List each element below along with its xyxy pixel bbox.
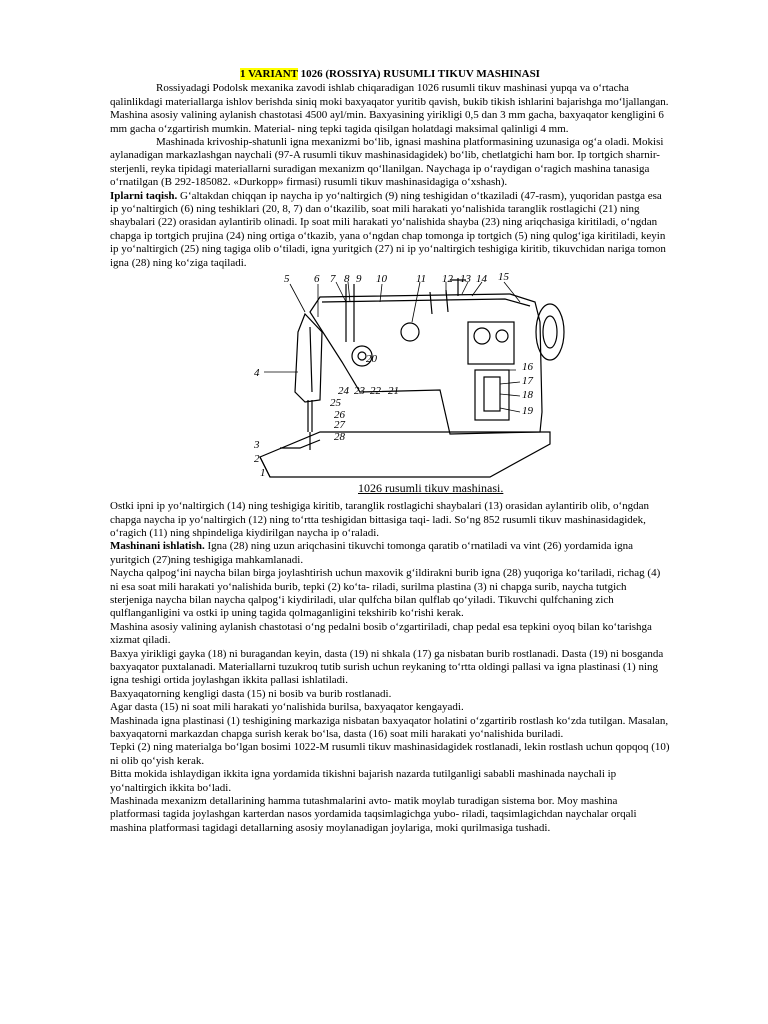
svg-text:19: 19 (522, 405, 533, 418)
svg-text:11: 11 (416, 273, 427, 286)
paragraph-width-increase: Agar dasta (15) ni soat mili harakati yo‘nalishida burilsa, baxyaqator kengayadi. (110, 701, 464, 714)
svg-text:15: 15 (498, 272, 509, 284)
svg-text:5: 5 (284, 273, 290, 286)
svg-text:12: 12 (442, 273, 453, 286)
svg-text:8: 8 (344, 273, 350, 286)
svg-text:17: 17 (522, 375, 533, 388)
paragraph-pedals: Mashina asosiy valining aylanish chastotasi o‘ng pedalni bosib o‘zgartiriladi, chap pedal esa tepkini oyoq bilan ko‘tarishga xizmat qiladi. (110, 620, 652, 647)
paragraph-threading (110, 190, 670, 270)
svg-text:13: 13 (460, 273, 471, 286)
svg-text:26: 26 (334, 409, 345, 422)
svg-text:24: 24 (338, 385, 349, 398)
paragraph-bobbin-case: Naycha qalpog‘ini naycha bilan birga joylashtirish uchun maxovik g‘ildirakni burib igna (28) yuqoriga ko‘tariladi, richag (4) ni esa soat mili harakati yo‘nalishida burib, tepki (2) ko‘ta- riladi, surilma plastina (3) ni chapga surib, naycha tutgich sterjeniga naycha bilan naycha qalpog‘i kiydiriladi, ular qulfcha bilan qulflab qo‘yiladi. Tikuvchi qulfchaning zich qulflanganligini va ostki ip uning tagida qolmaganligini tekshirib ko‘rishi kerak. (110, 567, 661, 620)
paragraph-twin-needle: Bitta mokida ishlaydigan ikkita igna yordamida tikishni bajarish nazarda tutilganligi sababli mashinada naychali ip yo‘naltirgich ikkita bo‘ladi. (110, 768, 617, 794)
svg-text:2: 2 (254, 453, 260, 466)
paragraph-bobbin-thread: Ostki ipni ip yo‘naltirgich (14) ning teshigiga kiritib, taranglik rostlagichi shaybalari (13) orasidan aylantirib olib, o‘ngdan chapga naycha ip yo‘naltirgich (12) ning to‘rtta teshigidan bittasiga taqi- ladi. So‘ng 852 rusumli tikuv mashinasidagidek, o‘ragich (11) ning shpindeliga kiydirilgan naycha ip o‘raladi. (110, 500, 649, 539)
svg-text:10: 10 (376, 273, 387, 286)
paragraph-stitch-length: Baxya yirikligi gayka (18) ni buragandan keyin, dasta (19) ni shkala (17) ga nisbatan burib rostlanadi. Dasta (19) ni bosganda baxyaqator puxtalanadi. Materiallarni tuzukroq tutib surish uchun reykaning to‘rtta oldingi pallasi va igna plastinasi (1) ning igna teshigi ortida joylashgan ikkita pallasi ishlatiladi. (110, 647, 664, 687)
svg-text:3: 3 (254, 439, 260, 452)
paragraph-presser-foot: Tepki (2) ning materialga bo‘lgan bosimi 1022-M rusumli tikuv mashinasidagidek rostlanadi, lekin rostlash uchun qopqoq (10) ni olib qo‘yish kerak. (110, 741, 670, 767)
paragraph-stitch-width: Baxyaqatorning kengligi dasta (15) ni bosib va burib rostlanadi. (110, 687, 392, 700)
paragraph-mechanism: Mashinada krivoship-shatunli igna mexanizmi bo‘lib, ignasi mashina platformasining uzunasiga og‘a oladi. Mokisi aylanadigan markazlashgan naychali (97-A rusumli tikuv mashinasidagidek) bo‘lib, chetlatgichi ham bor. Ip tortgich sharnir-sterjenli, reyka tipidagi materiallarni suradigan mexanizm qo‘llanilgan. Naychaga ip o‘raydigan o‘ragich mashina tanasiga o‘rnatilgan (B 292-185082. «Durkopp» firmasi) rusumli tikuv mashinasidagiga o‘xshash). (110, 136, 664, 189)
svg-text:7: 7 (330, 273, 336, 286)
document-title (110, 68, 670, 81)
svg-text:16: 16 (522, 361, 533, 374)
paragraph-lubrication: Mashinada mexanizm detallarining hamma tutashmalarini avto- matik moylab turadigan sistema bor. Moy mashina platformasi tagida joylashgan karterdan nasos yordamida taqsimlagichga yubo- riladi, taqsimlagichdan naychalar orqali mashina platformasi tagidagi detallarning asosiy moylanadigan joylariga, moki qurilmasiga tushadi. (110, 795, 637, 834)
paragraph-intro: Rossiyadagi Podolsk mexanika zavodi ishlab chiqaradigan 1026 rusumli tikuv mashinasi yupqa va o‘rtacha qalinlikdagi materiallarga ishlov berishda siniq moki baxyaqator yuritib qavish, bukib tikish ishlarini bajarishga mo‘ljallangan. Mashina asosiy valining aylanish chastotasi 4500 ayl/min. Baxyasining yirikligi 0,5 dan 3 mm gacha, baxyaqator kengligini 6 mm gacha o‘zgartirish mumkin. Material- ning tepki tagida qisilgan holatdagi maksimal qalinligi 4 mm. (110, 82, 669, 135)
document-page (110, 68, 670, 835)
title-text: 1026 (ROSSIYA) RUSUMLI TIKUV MASHINASI (297, 68, 540, 80)
operation-heading: Mashinani ishlatish. (110, 540, 205, 553)
svg-text:14: 14 (476, 273, 487, 286)
svg-text:25: 25 (330, 397, 341, 410)
threading-text: G‘altakdan chiqqan ip naycha ip yo‘naltirgich (9) ning teshigidan o‘tkaziladi (47-rasm), yuqoridan pastga esa ip yo‘naltirgich (6) ning teshiklari (20, 8, 7) dan o‘tkazilib, soat mili harakati yo‘nalishida taranglik rostlagichi (21) ning shaybalari (22) orasidan aylantirib olinadi. Ip soat mili harakati yo‘nalishida shayba (23) ning ariqchasiga kiritiladi, o‘ngdan chapga ip tortgich prujina (24) ning ortiga o‘tkazib, yana o‘ngdan chap tomonga ip tortgich (5) ning qulog‘iga kiritiladi, keyin ip yo‘naltirgich (25) ning tagiga olib o‘tiladi, igna yuritgich (27) ni ip yo‘naltirgich teshigiga kiritib, tikuvchidan nariga tomon igna (28) ning ko‘ziga taqiladi. (110, 189, 666, 269)
variant-highlight: 1 VARIANT (240, 68, 298, 80)
svg-text:21: 21 (388, 385, 399, 398)
svg-text:28: 28 (334, 431, 345, 444)
figure-caption: 1026 rusumli tikuv mashinasi. (358, 481, 504, 496)
sewing-machine-figure (110, 272, 670, 498)
svg-text:18: 18 (522, 389, 533, 402)
svg-text:27: 27 (334, 419, 345, 432)
svg-text:6: 6 (314, 273, 320, 286)
svg-text:22: 22 (370, 385, 381, 398)
operation-text: Igna (28) ning uzun ariqchasini tikuvchi tomonga qaratib o‘rnatiladi va vint (26) yordamida igna yuritgich (27)ning teshigiga mahkamlanadi. (110, 540, 634, 566)
paragraph-needle-plate: Mashinada igna plastinasi (1) teshigining markaziga nisbatan baxyaqator holatini o‘zgartirib rostlash ko‘zda tutilgan. Masalan, baxyaqatorni markazdan chapga surish kerak bo‘lsa, dasta (16) soat mili harakati yo‘nalishida buriladi. (110, 714, 669, 740)
paragraph-operation (110, 540, 670, 567)
svg-text:9: 9 (356, 273, 362, 286)
sewing-machine-drawing (250, 272, 570, 478)
svg-text:20: 20 (366, 353, 377, 366)
svg-text:1: 1 (260, 467, 266, 479)
threading-heading: Iplarni taqish. (110, 189, 178, 202)
svg-text:23: 23 (354, 385, 365, 398)
svg-text:4: 4 (254, 367, 260, 380)
